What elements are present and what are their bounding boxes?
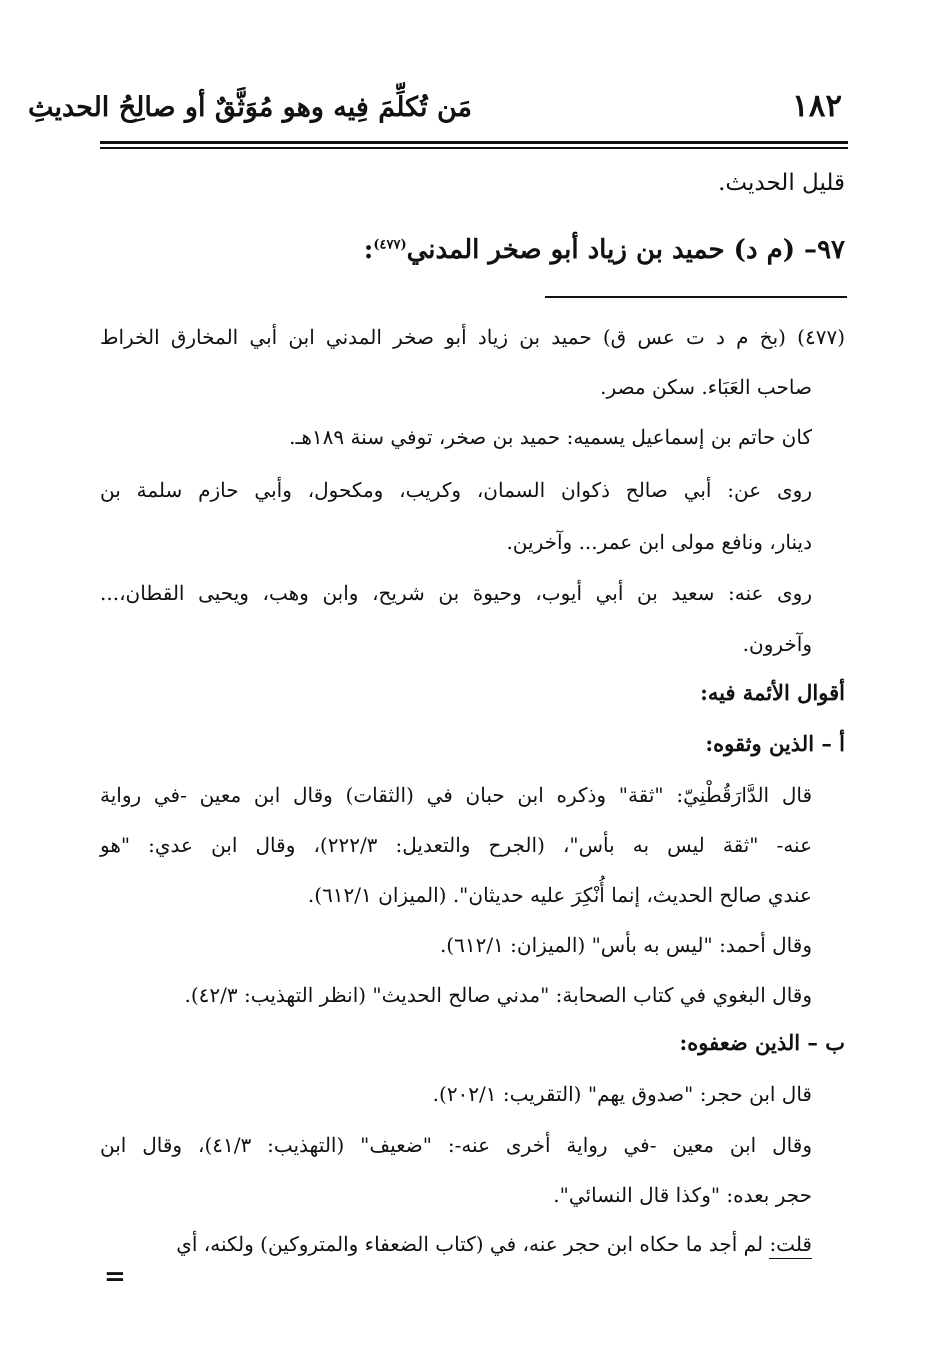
- section-a-line-1: قال الدَّارَقُطْنِيّ: "ثقة" وذكره ابن حبان في (الثقات) وقال ابن معين -في رواية: [100, 783, 812, 807]
- section-b-heading: ب – الذين ضعفوه:: [679, 1030, 845, 1055]
- footnote-line-7: وآخرون.: [742, 632, 812, 656]
- header-rule-thin: [100, 147, 848, 149]
- footnote-line-2: صاحب العَبَاء. سكن مصر.: [600, 375, 812, 399]
- entry-title-text: ٩٧– (م د) حميد بن زياد أبو صخر المدني: [406, 235, 845, 265]
- section-heading: أقوال الأئمة فيه:: [700, 680, 845, 705]
- intro-line: قليل الحديث.: [718, 170, 845, 196]
- section-b-line-3: حجر بعده: "وكذا قال النسائي".: [553, 1183, 812, 1207]
- section-a-line-2: عنه- "ثقة ليس به بأس"، (الجرح والتعديل: ٢٢٢/٣)، وقال ابن عدي: "هو: [100, 833, 813, 857]
- section-a-line-5: وقال البغوي في كتاب الصحابة: "مدني صالح الحديث" (انظر التهذيب: ٤٢/٣).: [184, 983, 812, 1007]
- footnote-line-6: روى عنه: سعيد بن أبي أيوب، وحيوة بن شريح، وابن وهب، ويحيى القطان،...: [100, 581, 812, 605]
- section-b-line-2: وقال ابن معين -في رواية أخرى عنه-: "ضعيف" (التهذيب: ٤١/٣)، وقال ابن: [100, 1133, 812, 1157]
- entry-title: [364, 235, 845, 265]
- section-a-heading: أ – الذين وثقوه:: [705, 731, 845, 756]
- last-line: [176, 1232, 812, 1256]
- footnote-line-1: (٤٧٧) (بخ م د ت عس ق) حميد بن زياد أبو صخر المدني ابن أبي المخارق الخراط: [100, 325, 845, 349]
- footnote-line-5: دينار، ونافع مولى ابن عمر... وآخرين.: [506, 530, 812, 554]
- page-number: ١٨٢: [792, 88, 842, 124]
- section-a-line-3: عندي صالح الحديث، إنما أُنْكِرَ عليه حديثان". (الميزان ٦١٢/١).: [307, 883, 812, 907]
- running-header-title: مَن تُكلِّمَ فِيه وهو مُوَثَّقٌ أو صالِحُ الحديثِ: [27, 92, 472, 123]
- footnote-line-3: كان حاتم بن إسماعيل يسميه: حميد بن صخر، توفي سنة ١٨٩هـ.: [289, 425, 812, 449]
- entry-title-suffix: :: [363, 235, 374, 265]
- section-a-line-4: وقال أحمد: "ليس به بأس" (الميزان: ٦١٢/١).: [439, 933, 812, 957]
- footnote-ref[interactable]: (٤٧٧): [373, 237, 407, 253]
- last-line-text: لم أجد ما حكاه ابن حجر عنه، في (كتاب الضعفاء والمتروكين) ولكنه، أي: [176, 1232, 770, 1256]
- continuation-mark: =: [104, 1262, 126, 1292]
- section-b-line-1: قال ابن حجر: "صدوق يهم" (التقريب: ٢٠٢/١).: [432, 1082, 812, 1106]
- header-rule-thick: [100, 141, 848, 144]
- footnote-line-4: روى عن: أبي صالح ذكوان السمان، وكريب، ومكحول، وأبي حازم سلمة بن: [100, 478, 812, 502]
- footnote-separator: [545, 296, 847, 298]
- qult-label: قلت:: [769, 1232, 812, 1259]
